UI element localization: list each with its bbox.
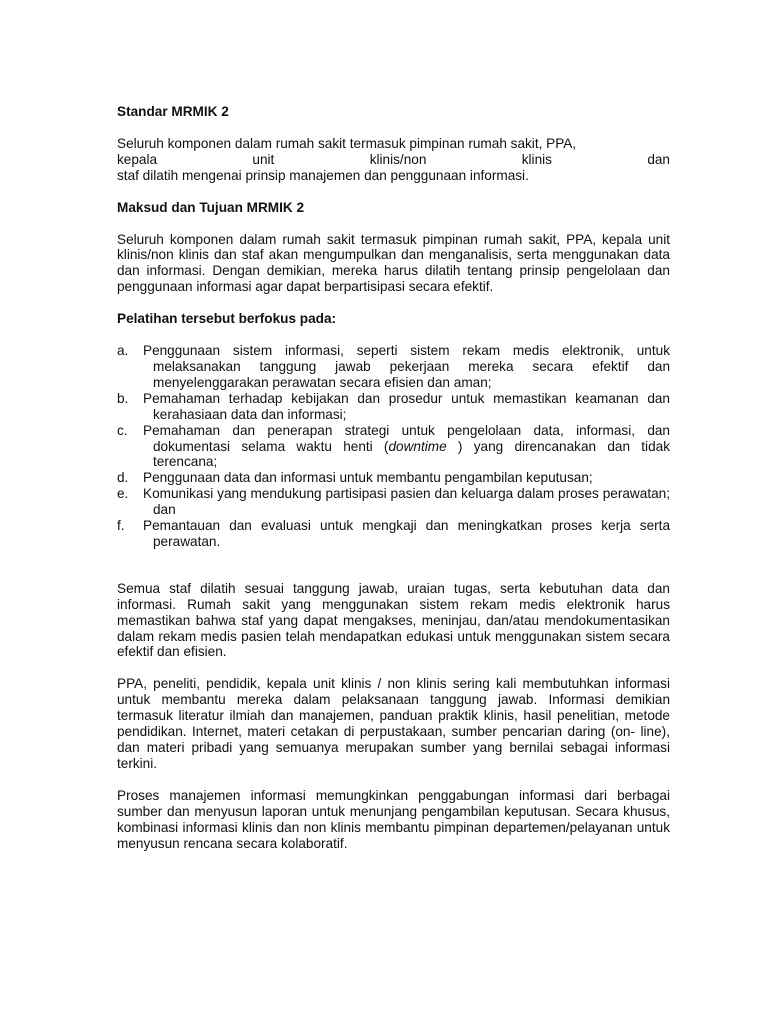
standard-word: dan <box>647 151 670 167</box>
information-needs-paragraph: PPA, peneliti, pendidik, kepala unit klinis / non klinis sering kali membutuhkan informasi untuk membantu mereka dalam pelaksanaan tanggung jawab. Informasi demikian termasuk literatur ilmiah dan manajemen, panduan praktik klinis, hasil penelitian, metode pendidikan. Internet, materi cetakan di perpustakaan, sumber pencarian daring (on- line), dan materi pribadi yang semuanya merupakan sumber yang bernilai sebagai informasi terkini. <box>117 676 670 771</box>
list-marker: a. <box>117 343 129 359</box>
standard-statement <box>117 136 670 184</box>
list-marker: c. <box>117 422 128 438</box>
list-item <box>117 470 670 486</box>
spacer <box>117 660 670 676</box>
list-item-text: Penggunaan data dan informasi untuk membantu pengambilan keputusan; <box>143 470 593 486</box>
list-item <box>117 486 670 518</box>
spacer <box>117 772 670 788</box>
spacer <box>117 550 670 581</box>
standard-line-3: staf dilatih mengenai prinsip manajemen dan penggunaan informasi. <box>117 167 529 183</box>
list-item <box>117 343 670 391</box>
list-item <box>117 423 670 471</box>
list-marker: e. <box>117 486 129 502</box>
standard-word: klinis/non <box>369 151 427 167</box>
spacer <box>117 295 670 311</box>
list-item-text: Pemahaman terhadap kebijakan dan prosedur untuk memastikan keamanan dan kerahasiaan data dan informasi; <box>143 390 670 422</box>
information-process-paragraph: Proses manajemen informasi memungkinkan penggabungan informasi dari berbagai sumber dan menyusun laporan untuk menunjang pengambilan keputusan. Secara khusus, kombinasi informasi klinis dan non klinis membantu pimpinan departemen/pelayanan untuk menyusun rencana secara kolaboratif. <box>117 787 670 851</box>
list-item <box>117 391 670 423</box>
list-item-text: Komunikasi yang mendukung partisipasi pasien dan keluarga dalam proses perawatan; dan <box>143 486 670 518</box>
downtime-term: downtime <box>388 438 447 454</box>
heading-maksud-tujuan: Maksud dan Tujuan MRMIK 2 <box>117 199 305 215</box>
spacer <box>117 120 670 136</box>
focus-list <box>117 343 670 550</box>
list-item <box>117 518 670 550</box>
list-marker: b. <box>117 390 129 406</box>
standard-line-2 <box>117 152 670 168</box>
list-item-text: Pemahaman dan penerapan strategi untuk pengelolaan data, informasi, dan dokumentasi selama waktu henti ( <box>143 422 670 454</box>
heading-focus: Pelatihan tersebut berfokus pada: <box>117 311 337 327</box>
list-item-text: ) yang direncanakan dan tidak terencana; <box>153 438 670 470</box>
spacer <box>117 216 670 232</box>
list-marker: d. <box>117 470 129 486</box>
standard-word: unit <box>252 151 275 167</box>
spacer <box>117 184 670 200</box>
standard-line-1: Seluruh komponen dalam rumah sakit termasuk pimpinan rumah sakit, PPA, <box>117 135 577 151</box>
document-page <box>117 104 670 851</box>
spacer <box>117 327 670 343</box>
standard-word: kepala <box>117 151 158 167</box>
list-marker: f. <box>117 518 125 534</box>
intent-paragraph: Seluruh komponen dalam rumah sakit termasuk pimpinan rumah sakit, PPA, kepala unit klinis/non klinis dan staf akan mengumpulkan dan menganalisis, serta menggunakan data dan informasi. Dengan demikian, mereka harus dilatih tentang prinsip pengelolaan dan penggunaan informasi agar dapat berpartisipasi secara efektif. <box>117 231 670 295</box>
staff-training-paragraph: Semua staf dilatih sesuai tanggung jawab, uraian tugas, serta kebutuhan data dan informasi. Rumah sakit yang menggunakan sistem rekam medis elektronik harus memastikan bahwa staf yang dapat mengakses, meninjau, dan/atau mendokumentasikan dalam rekam medis pasien telah mendapatkan edukasi untuk menggunakan sistem secara efektif dan efisien. <box>117 580 670 660</box>
list-item-text: Pemantauan dan evaluasi untuk mengkaji dan meningkatkan proses kerja serta perawatan. <box>143 518 670 549</box>
heading-standar: Standar MRMIK 2 <box>117 104 229 119</box>
standard-word: klinis <box>521 151 552 167</box>
list-item-text: Penggunaan sistem informasi, seperti sistem rekam medis elektronik, untuk melaksanakan tanggung jawab pekerjaan mereka secara efektif dan menyelenggarakan perawatan secara efisien dan aman; <box>143 343 670 390</box>
